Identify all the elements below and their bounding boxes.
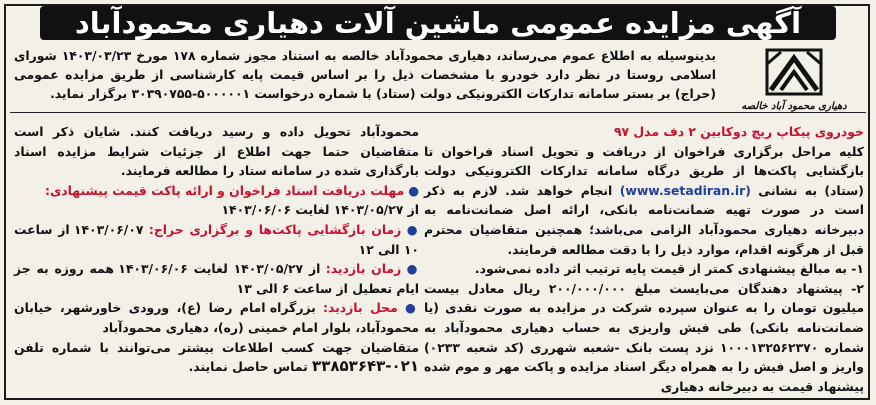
deadline-value: از ۱۴۰۳/۰۵/۲۷ لغایت ۱۴۰۳/۰۶/۰۶ (221, 202, 419, 218)
process-paragraph (424, 142, 864, 260)
visit-place-item (14, 298, 419, 337)
contact-paragraph (14, 338, 419, 377)
phone-number: ۰۲۱-۳۳۸۵۳۶۴۳ (312, 357, 419, 376)
process-text: کلیه مراحل برگزاری فراخوان از دریافت و تحویل اسناد فراخوان تا بازگشایی پاکت‌ها از طریق درگاه سامانه تدارکات الکترونیکی دولت (ستاد) به نشانی (424, 143, 864, 198)
condition-item-2: ۲- پیشنهاد دهندگان می‌بایست مبلغ ۲۰۰/۰۰۰/۰۰۰ ریال معادل بیست میلیون تومان را به عنوان سپرده شرکت در مزایده به صورت نقدی (یا ضمانت‌نامه بانکی) طی فیش واریزی به حساب دهیاری محمودآباد به شماره ۱۰۰۰۱۳۲۵۶۲۳۷۰ نزد پست بانک -شعبه شهرری (کد شعبه ۰۲۳۳) واریز و اصل فیش را به همراه دیگر اسناد مزایده و پاکت مهر و موم شده پیشنهاد قیمت به دبیرخانه دهیاری (424, 280, 865, 394)
setad-website-link[interactable]: (www.setadiran.ir) (619, 182, 751, 198)
contact-text: متقاضیان جهت کسب اطلاعات بیشتر می‌توانند با شماره تلفن (14, 339, 419, 355)
vehicle-heading: خودروی پیکاپ ریچ دوکابین ۲ دف مدل ۹۷ (613, 124, 864, 139)
right-column (424, 122, 864, 396)
visit-time-item (14, 259, 419, 298)
delivery-paragraph: محمودآباد تحویل داده و رسید دریافت کنند. شایان ذکر است متقاضیان حتما جهت اطلاع از جزئیات شرایط مزایده اسناد بارگذاری شده در سامانه ستاد را مطالعه فرمایند. (14, 124, 419, 179)
deadline-item (14, 181, 419, 201)
opening-item (14, 220, 419, 259)
visit-place-label: محل بازدید: (323, 300, 398, 316)
contact-text-end: تماس حاصل نمایند. (188, 359, 308, 375)
opening-value: ۱۴۰۳/۰۶/۰۷ از ساعت ۱۰ الی ۱۲ (14, 221, 419, 257)
notice-title: آگهی مزایده عمومی ماشین آلات دهیاری محمودآباد (40, 6, 836, 40)
left-column (14, 122, 419, 377)
opening-label: زمان بازگشایی پاکت‌ها و برگزاری حراج: (148, 221, 402, 237)
header-divider (10, 112, 866, 113)
condition-item-1: ۱- به مبالغ پیشنهادی کمتر از قیمت پایه ترتیب اثر داده نمی‌شود. (474, 261, 864, 277)
emblem-icon (761, 44, 827, 100)
visit-time-label: زمان بازدید: (325, 261, 402, 277)
process-text-cont: انجام خواهد شد. لازم به ذکر است در صورت تهیه ضمانت‌نامه بانکی، ارائه اصل ضمانت‌نامه به دبیرخانه دهیاری محمودآباد الزامی می‌باشد؛ همچنین متقاضیان محترم قبل از هرگونه اقدام، موارد ذیل را با دقت مطالعه فرمایند. (424, 182, 864, 257)
visit-place-value: بزرگراه امام رضا (ع)، ورودی خاورشهر، خیابان محمودآباد، بلوار امام خمینی (ره)، دهیاری محمودآباد (14, 300, 419, 335)
intro-paragraph: بدینوسیله به اطلاع عموم می‌رساند، دهیاری محمودآباد خالصه به استناد مجوز شماره ۱۷۸ مورخ ۱۴۰۳/۰۳/۲۳ شورای اسلامی روستا در نظر دارد خودرو با مشخصات ذیل را بر اساس قیمت پایه کارشناسی از طریق مزایده عمومی (حراج) بر بستر سامانه تدارکات الکترونیکی دولت (ستاد) با شماره درخواست ۵۰۰۰۰۰۱-۳۰۳۹۰۷۵۵ برگزار نماید. (14, 48, 716, 101)
deadline-label: مهلت دریافت اسناد فراخوان و ارائه پاکت قیمت پیشنهادی: (44, 182, 405, 198)
visit-time-value: از ۱۴۰۳/۰۵/۲۷ لغایت ۱۴۰۳/۰۶/۰۶ همه روزه به جز ایام تعطیل از ساعت ۶ الی ۱۳ (14, 261, 419, 296)
logo-caption: دهیاری محمود آباد خالصه (741, 101, 847, 112)
